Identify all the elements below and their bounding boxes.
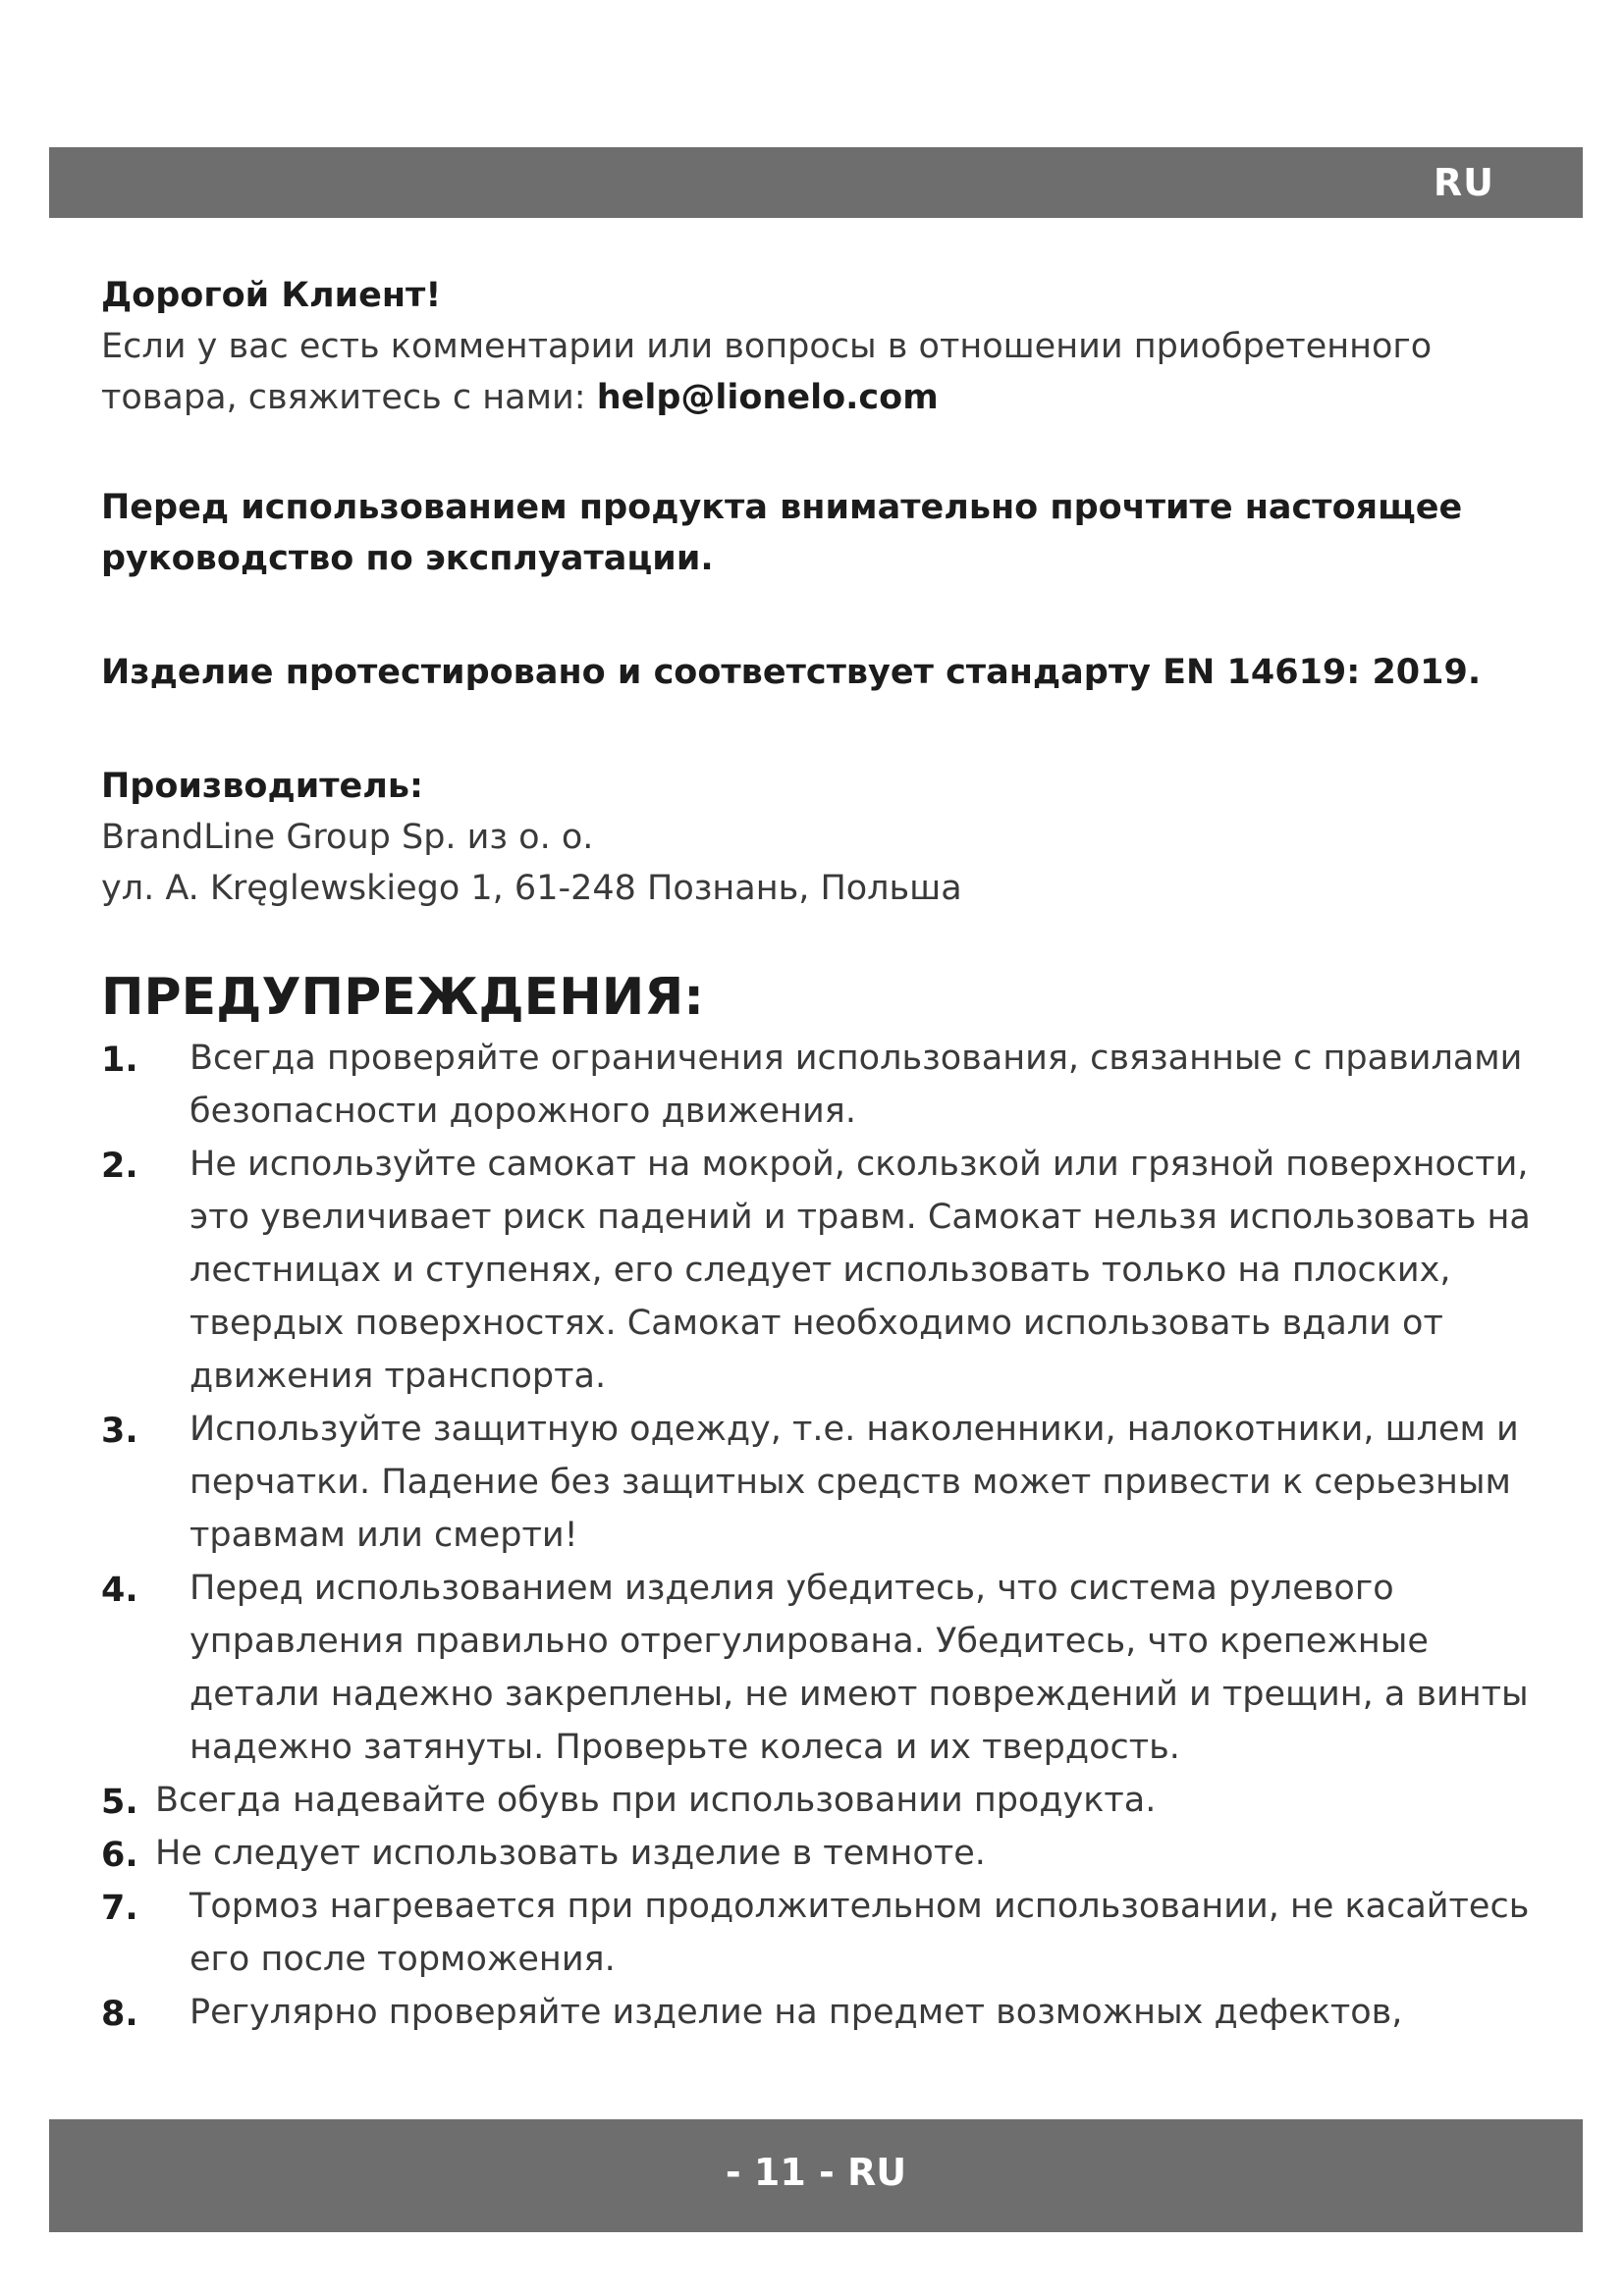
warning-number: 1.	[101, 1041, 138, 1080]
warning-text: Перед использованием изделия убедитесь, что система рулевого управления правильно отрегулирована. Убедитесь, что крепежные детали надежно закреплены, не имеют повреждений и трещин, а винты надежно затянуты. Проверьте колеса и их твердость.	[189, 1569, 1529, 1767]
intro-section	[101, 270, 1535, 423]
warning-number: 7.	[101, 1889, 138, 1928]
warning-text: Тормоз нагревается при продолжительном использовании, не касайтесь его после торможения.	[189, 1887, 1530, 1979]
contact-email-link[interactable]: help@lionelo.com	[596, 378, 939, 417]
warning-item	[101, 1827, 1535, 1880]
intro-text-line-1: Если у вас есть комментарии или вопросы в отношении приобретенного	[101, 327, 1433, 366]
warning-text: Всегда надевайте обувь при использовании продукта.	[155, 1781, 1157, 1820]
warnings-list	[101, 1032, 1535, 2039]
warning-text: Не следует использовать изделие в темноте.	[155, 1834, 986, 1873]
warning-item	[101, 1562, 1535, 1774]
manufacturer-section	[101, 761, 1535, 914]
warnings-title: ПРЕДУПРЕЖДЕНИЯ:	[101, 968, 705, 1027]
warning-number: 5.	[101, 1783, 138, 1822]
manufacturer-company: BrandLine Group Sp. из о. о.	[101, 818, 594, 857]
page-content	[101, 270, 1535, 2039]
warning-text: Не используйте самокат на мокрой, скользкой или грязной поверхности, это увеличивает риск падений и травм. Самокат нельзя использовать на лестницах и ступенях, его следует использовать только на плоских, твердых поверхностях. Самокат необходимо использовать вдали от движения транспорта.	[189, 1145, 1531, 1396]
warning-number: 4.	[101, 1571, 138, 1610]
warning-item	[101, 1138, 1535, 1403]
warning-number: 6.	[101, 1836, 138, 1875]
warning-number: 8.	[101, 1995, 138, 2034]
manufacturer-address: ул. A. Kręglewskiego 1, 61-248 Познань, Польша	[101, 869, 962, 908]
standard-section	[101, 647, 1535, 698]
warning-item	[101, 1986, 1535, 2039]
warning-number: 2.	[101, 1147, 138, 1186]
intro-contact-prefix: товара, свяжитесь с нами:	[101, 378, 597, 417]
warning-item	[101, 1032, 1535, 1138]
warning-text: Всегда проверяйте ограничения использования, связанные с правилами безопасности дорожного движения.	[189, 1039, 1523, 1131]
greeting-heading: Дорогой Клиент!	[101, 276, 442, 315]
warning-text: Регулярно проверяйте изделие на предмет возможных дефектов,	[189, 1993, 1403, 2032]
warning-item	[101, 1880, 1535, 1986]
warning-item	[101, 1774, 1535, 1827]
language-label: RU	[1433, 161, 1494, 204]
standard-statement: Изделие протестировано и соответствует стандарту EN 14619: 2019.	[101, 653, 1482, 692]
notice-line-2: руководство по эксплуатации.	[101, 539, 714, 578]
warning-number: 3.	[101, 1412, 138, 1451]
manufacturer-label: Производитель:	[101, 767, 424, 806]
intro-text-line-2	[101, 372, 1535, 423]
warning-text: Используйте защитную одежду, т.е. наколенники, налокотники, шлем и перчатки. Падение без защитных средств может привести к серьезным травмам или смерти!	[189, 1410, 1519, 1555]
notice-section	[101, 482, 1535, 584]
header-bar	[49, 147, 1583, 218]
notice-line-1: Перед использованием продукта внимательно прочтите настоящее	[101, 488, 1463, 527]
footer-bar	[49, 2119, 1583, 2232]
page-number: - 11 - RU	[725, 2151, 907, 2194]
warning-item	[101, 1403, 1535, 1562]
